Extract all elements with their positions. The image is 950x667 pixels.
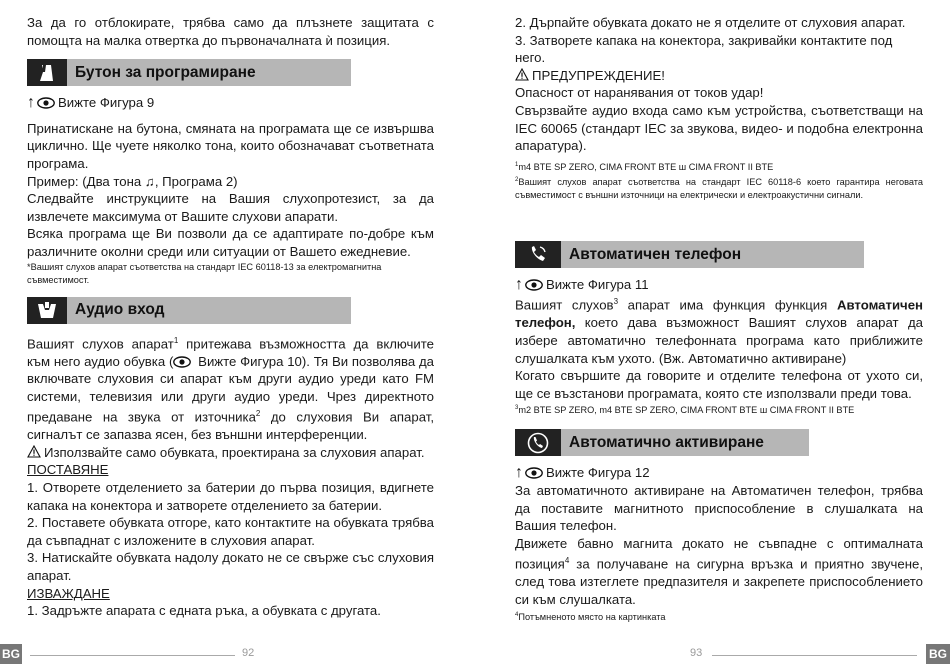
warning-icon bbox=[27, 445, 41, 458]
footnote: $^1$m4 BTE SP ZERO, CIMA FRONT BTE ш CIMA FRONT II BTE bbox=[515, 161, 774, 172]
footnote: $^4$Потъмненото място на картинката bbox=[515, 611, 666, 622]
finger-icon: ↑ bbox=[27, 94, 35, 112]
warning-line: Използвайте само обувката, проектирана за слуховия апарат. bbox=[27, 444, 434, 462]
right-page bbox=[515, 14, 923, 624]
eye-icon bbox=[525, 279, 543, 291]
step: 1. Задръжте апарата с едната ръка, а обувката с другата. bbox=[27, 603, 381, 619]
footnote: $^3$m2 BTE SP ZERO, m4 BTE SP ZERO, CIMA FRONT BTE ш CIMA FRONT II BTE bbox=[515, 405, 855, 416]
paragraph: Опасност от наранявания от токов удар! bbox=[515, 85, 764, 101]
paragraph: Пример: (Два тона ♫, Програма 2) bbox=[27, 173, 238, 189]
finger-icon: ↑ bbox=[515, 275, 523, 293]
footer-rule-right bbox=[712, 655, 917, 656]
eye-icon bbox=[37, 97, 55, 109]
finger-icon: ↑ bbox=[515, 464, 523, 482]
section-header-auto-phone bbox=[515, 241, 923, 268]
footer-rule-left bbox=[30, 655, 235, 656]
footnote: $^2$Вашият слухов апарат съответства на стандарт IEC 60118-6 което гарантира неговата съвместимост с външни източници на електрически и електроакустични сигнали. bbox=[515, 176, 923, 200]
warning-title: ПРЕДУПРЕЖДЕНИЕ! bbox=[515, 67, 923, 85]
phone-icon bbox=[515, 241, 561, 268]
paragraph: Движете бавно магнита докато не съвпадне с оптималната позиция$^4$ за получаване на сигурна връзка и приятно звучене, след това изтеглете предпазителя и закрепете приспособлението си към слушалката. bbox=[515, 535, 923, 608]
step: 3. Натискайте обувката надолу докато не се свърже със слуховия апарат. bbox=[27, 550, 434, 584]
section-title: Автоматично активиране bbox=[561, 429, 809, 456]
section-header-programming bbox=[27, 59, 434, 86]
step: 2. Поставете обувката отгоре, като контактите на обувката трябва да съвпаднат с изложените в слуховия апарат. bbox=[27, 515, 434, 548]
paragraph: Следвайте инструкциите на Вашия слухопротезист, за да извлечете максимума от Вашите слухови апарати. bbox=[27, 191, 434, 224]
subheading: ИЗВАЖДАНЕ bbox=[27, 585, 110, 601]
see-figure-9: ↑ Вижте Фигура 9 bbox=[27, 94, 155, 112]
paragraph: За автоматичното активиране на Автоматичен телефон, трябва да поставите магнитното приспособление в слушалката на Вашия телефон. bbox=[515, 483, 923, 534]
section-header-auto-activation bbox=[515, 429, 923, 456]
paragraph: Когато свършите да говорите и отделите телефона от ухото си, ще се възстанови програмата, която сте използвали преди това. bbox=[515, 368, 923, 401]
paragraph: Свързвайте аудио входа само към устройства, съответстващи на IEC 60065 (стандарт IEC за звукова, видео- и подобна електронна апаратура). bbox=[515, 102, 923, 154]
intro-text: За да го отблокирате, трябва само да плъзнете защитата с помощта на малка отвертка до първоначалната ѝ позиция. bbox=[27, 15, 434, 48]
paragraph: Вашият слухов$^3$ апарат има функция функция Автоматичен телефон, което дава възможност Вашият слухов апарат да избере автоматично телефонната програма като приближите слушалката към ухото. (Вж. Автоматично активиране) bbox=[515, 297, 924, 366]
paragraph: Вашият слухов апарат$^1$ притежава възможността да включите към него аудио обувка ( Вижте Фигура 10). Тя Ви позволява да включвате слуховия си апарат към други аудио уреди като FM системи, телевизия или други аудио уреди. Чрез директното предаване на звука от източника$^2$ до слуховия Ви апарат, сигналът се запазва ясен, без външни интерференции. bbox=[27, 335, 435, 443]
eye-icon bbox=[173, 356, 191, 368]
subheading: ПОСТАВЯНЕ bbox=[27, 462, 109, 478]
section-title: Аудио вход bbox=[67, 297, 351, 324]
paragraph: Принатискане на бутона, смяната на програмата ще се извършва циклично. Ще чуете няколко тона, които обозначават съответната програма. bbox=[27, 120, 434, 171]
paragraph: Всяка програма ще Ви позволи да се адаптирате по-добре към различните околни среди или ситуации от Вашето ежедневие. bbox=[27, 226, 434, 259]
warning-icon bbox=[515, 68, 529, 81]
section-title: Бутон за програмиране bbox=[67, 59, 351, 86]
footnote: *Вашият слухов апарат съответства на стандарт IEC 60118-13 за електромагнитна съвместимост. bbox=[27, 261, 382, 285]
see-figure-12: ↑ Вижте Фигура 12 bbox=[515, 464, 650, 482]
left-page bbox=[27, 14, 434, 620]
page-number-right: 93 bbox=[690, 647, 703, 659]
eye-icon bbox=[525, 467, 543, 479]
see-figure-11: ↑ Вижте Фигура 11 bbox=[515, 275, 649, 293]
step: 2. Дърпайте обувката докато не я отделите от слуховия апарат. bbox=[515, 15, 906, 30]
step: 1. Отворете отделението за батерии до първа позиция, вдигнете капака на конектора и затворете отделението за батерии. bbox=[27, 480, 434, 513]
language-badge-right: BG bbox=[926, 644, 950, 664]
audio-shoe-icon bbox=[27, 297, 67, 324]
language-badge-left: BG bbox=[0, 644, 22, 664]
section-header-audio bbox=[27, 297, 434, 324]
hearing-aid-button-icon bbox=[27, 59, 67, 86]
phone-circle-icon bbox=[515, 429, 561, 456]
section-title: Автоматичен телефон bbox=[561, 241, 864, 268]
step: 3. Затворете капака на конектора, закривайки контактите под него. bbox=[515, 32, 893, 66]
page-number-left: 92 bbox=[242, 647, 255, 659]
